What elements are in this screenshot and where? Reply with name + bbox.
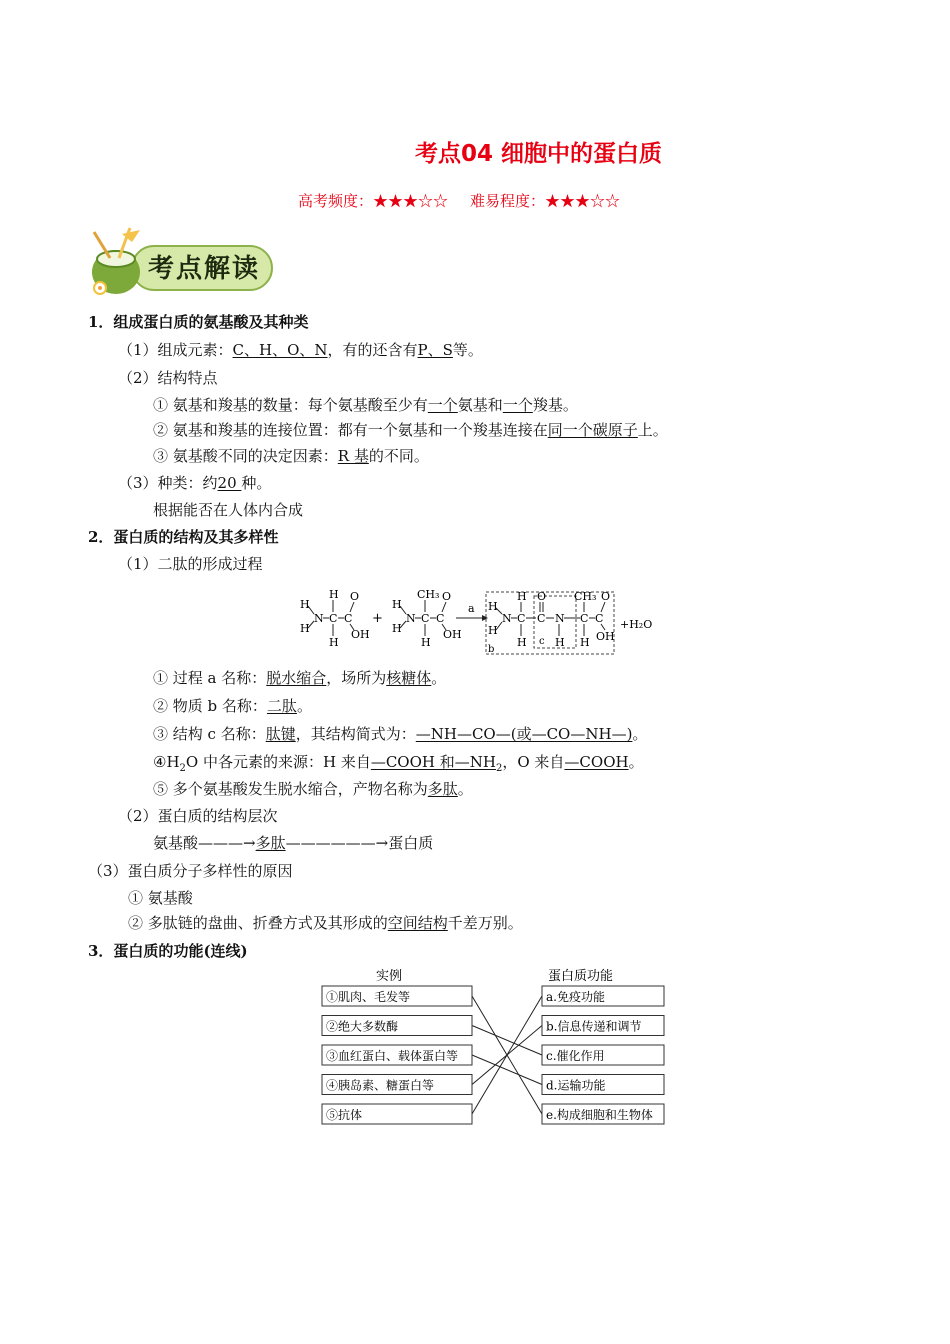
svg-text:C: C bbox=[595, 612, 604, 625]
svg-text:O: O bbox=[350, 590, 360, 603]
page-title: 考点04 细胞中的蛋白质 bbox=[415, 141, 663, 167]
s2-dipeptide-title: （1）二肽的形成过程 bbox=[118, 555, 263, 573]
right-item-1: a.免疫功能 bbox=[546, 990, 605, 1004]
svg-text:C: C bbox=[344, 612, 353, 625]
gaokao-label: 高考频度： bbox=[298, 192, 374, 210]
s1-point-2: ② 氨基和羧基的连接位置：都有一个氨基和一个羧基连接在同一个碳原子上。 bbox=[153, 421, 668, 439]
svg-text:N: N bbox=[555, 612, 565, 625]
svg-text:N: N bbox=[406, 612, 416, 625]
svg-text:OH: OH bbox=[596, 630, 615, 643]
match-line-3 bbox=[472, 1055, 542, 1085]
function-matching-diagram bbox=[320, 964, 670, 1129]
svg-text:H: H bbox=[392, 622, 402, 635]
svg-text:H: H bbox=[300, 622, 310, 635]
s2-hierarchy: 氨基酸———→多肽——————→蛋白质 bbox=[153, 834, 434, 852]
s2-q1: ① 过程 a 名称：脱水缩合，场所为核糖体。 bbox=[153, 669, 447, 687]
badge-title: 考点解读 bbox=[148, 254, 261, 284]
svg-text:H: H bbox=[329, 588, 339, 601]
svg-text:C: C bbox=[329, 612, 338, 625]
svg-text:H: H bbox=[517, 636, 527, 649]
section-1-heading: 1．组成蛋白质的氨基酸及其种类 bbox=[88, 313, 309, 331]
match-line-2 bbox=[472, 1026, 542, 1056]
svg-text:C: C bbox=[421, 612, 430, 625]
difficulty-label: 难易程度： bbox=[470, 192, 546, 210]
s2-reason-2: ② 多肽链的盘曲、折叠方式及其形成的空间结构千差万别。 bbox=[128, 914, 523, 932]
section-3-heading: 3．蛋白质的功能(连线) bbox=[88, 942, 248, 960]
s2-reason-1: ① 氨基酸 bbox=[128, 889, 193, 907]
left-item-5: ⑤抗体 bbox=[326, 1108, 363, 1122]
difficulty-stars: ★★★☆☆ bbox=[545, 192, 621, 210]
s1-point-1: ① 氨基和羧基的数量：每个氨基酸至少有一个氨基和一个羧基。 bbox=[153, 396, 578, 414]
frequency-line bbox=[298, 190, 620, 211]
s2-diversity-title: （3）蛋白质分子多样性的原因 bbox=[88, 862, 293, 880]
svg-text:H: H bbox=[421, 636, 431, 649]
svg-text:C: C bbox=[517, 612, 526, 625]
svg-text:H: H bbox=[392, 598, 402, 611]
svg-text:O: O bbox=[442, 590, 452, 603]
right-column-header: 蛋白质功能 bbox=[548, 969, 614, 984]
svg-text:H: H bbox=[555, 636, 565, 649]
svg-text:H: H bbox=[329, 636, 339, 649]
svg-text:C: C bbox=[436, 612, 445, 625]
s2-levels-title: （2）蛋白质的结构层次 bbox=[118, 807, 278, 825]
svg-text:C: C bbox=[580, 612, 589, 625]
left-item-1: ①肌肉、毛发等 bbox=[326, 990, 411, 1004]
s2-q4: $④H_2O$ 中各元素的来源：H 来自—COOH 和$—NH_2$，O 来自—COOH。 bbox=[153, 753, 644, 774]
svg-text:a: a bbox=[468, 602, 475, 615]
svg-text:CH₃: CH₃ bbox=[417, 588, 440, 601]
svg-text:b: b bbox=[488, 644, 495, 655]
svg-text:O: O bbox=[601, 590, 611, 603]
s2-q5: ⑤ 多个氨基酸发生脱水缩合，产物名称为多肽。 bbox=[153, 780, 473, 798]
svg-text:O: O bbox=[537, 590, 547, 603]
svg-text:CH₃: CH₃ bbox=[574, 590, 597, 603]
s2-q3: ③ 结构 c 名称：肽键，其结构简式为：—NH—CO—(或—CO—NH—)。 bbox=[153, 725, 648, 743]
right-item-5: e.构成细胞和生物体 bbox=[546, 1108, 653, 1122]
right-item-3: c.催化作用 bbox=[546, 1049, 605, 1063]
section-2-heading: 2．蛋白质的结构及其多样性 bbox=[88, 528, 279, 546]
svg-text:+: + bbox=[372, 611, 383, 626]
section-badge bbox=[88, 226, 278, 298]
svg-text:c: c bbox=[539, 636, 545, 647]
s1-structure: （2）结构特点 bbox=[118, 369, 218, 387]
svg-text:OH: OH bbox=[351, 628, 370, 641]
svg-text:H: H bbox=[488, 624, 498, 637]
s1-synthesis: 根据能否在人体内合成 bbox=[153, 501, 304, 519]
right-item-4: d.运输功能 bbox=[546, 1078, 606, 1093]
svg-text:H: H bbox=[580, 636, 590, 649]
s1-elements: （1）组成元素：C、H、O、N，有的还含有P、S等。 bbox=[118, 341, 483, 359]
right-item-2: b.信息传递和调节 bbox=[546, 1019, 642, 1034]
svg-text:N: N bbox=[314, 612, 324, 625]
svg-text:H: H bbox=[488, 600, 498, 613]
svg-text:+H₂O: +H₂O bbox=[620, 618, 653, 631]
s2-q2: ② 物质 b 名称：二肽。 bbox=[153, 697, 312, 715]
svg-text:H: H bbox=[517, 590, 527, 603]
left-item-4: ④胰岛素、糖蛋白等 bbox=[326, 1078, 435, 1093]
svg-text:C: C bbox=[537, 612, 546, 625]
svg-text:H: H bbox=[300, 598, 310, 611]
dipeptide-diagram bbox=[296, 588, 666, 660]
gaokao-stars: ★★★☆☆ bbox=[373, 192, 449, 210]
s1-types: （3）种类：约20 种。 bbox=[118, 474, 272, 492]
svg-text:N: N bbox=[502, 612, 512, 625]
s1-point-3: ③ 氨基酸不同的决定因素：R 基的不同。 bbox=[153, 447, 429, 465]
left-item-2: ②绝大多数酶 bbox=[326, 1019, 399, 1034]
svg-text:OH: OH bbox=[443, 628, 462, 641]
left-column-header: 实例 bbox=[376, 969, 403, 984]
left-item-3: ③血红蛋白、载体蛋白等 bbox=[326, 1049, 459, 1063]
